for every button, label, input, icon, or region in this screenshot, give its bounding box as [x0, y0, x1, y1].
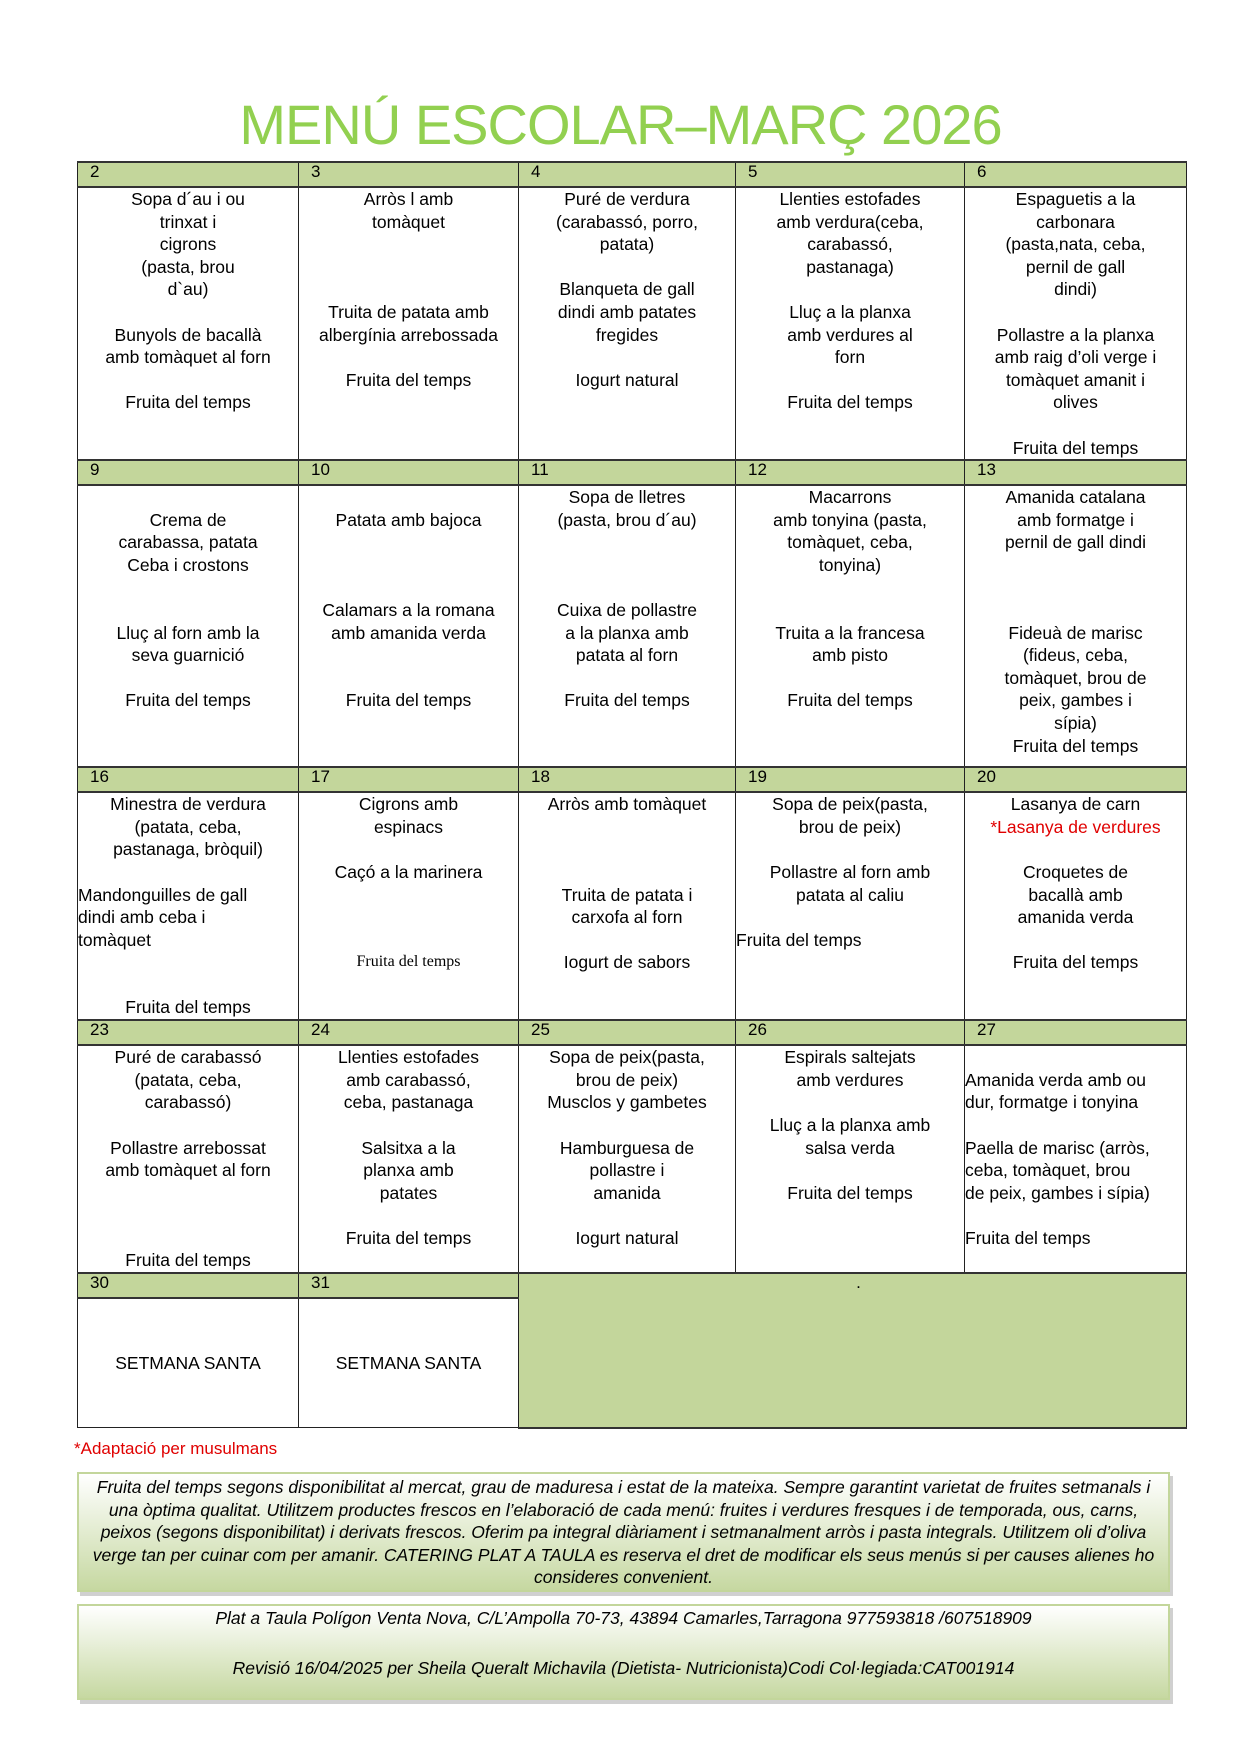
menu-line: sípia): [1054, 713, 1097, 734]
menu-line: Iogurt de sabors: [563, 952, 691, 973]
menu-line: brou de peix): [575, 1069, 679, 1090]
menu-line: Amanida catalana: [1005, 487, 1146, 508]
menu-line: Llenties estofades: [337, 1047, 480, 1068]
info-box: [77, 1472, 1170, 1592]
blank-line: [736, 369, 964, 392]
day-menu-cell: [78, 792, 299, 1020]
menu-line: Espirals saltejats: [784, 1047, 916, 1068]
menu-line: Bunyols de bacallà: [114, 324, 262, 345]
menu-line: Fruita del temps: [1012, 735, 1139, 756]
blank-line: [299, 233, 518, 256]
week-header-row: [78, 767, 1187, 792]
menu-line: tomàquet amanit i: [1005, 369, 1146, 390]
menu-line: Macarrons: [808, 487, 892, 508]
blank-line: [736, 599, 964, 622]
menu-line: dindi amb patates: [557, 301, 697, 322]
blank-line: [299, 1114, 518, 1137]
menu-line: Espaguetis a la: [1015, 189, 1136, 209]
day-menu-cell: [736, 1045, 965, 1273]
week-menu-row: [78, 1045, 1187, 1273]
day-number: 26: [736, 1020, 965, 1045]
page-title: MENÚ ESCOLAR–MARÇ 2026: [239, 93, 1002, 156]
menu-line: amb tomàquet al forn: [105, 1160, 271, 1181]
menu-line: patata al caliu: [796, 884, 904, 905]
menu-line: dindi amb ceba i: [78, 907, 206, 928]
menu-line: Lluç a la planxa: [789, 301, 911, 322]
blank-line: [299, 667, 518, 690]
blank-line: [299, 906, 518, 929]
day-menu-cell: [299, 792, 519, 1020]
menu-line: Sopa de peix(pasta,: [772, 794, 928, 815]
blank-line: [78, 667, 298, 690]
week-header-row: [78, 460, 1187, 485]
menu-line: Croquetes de: [1022, 861, 1129, 882]
blank-line: [78, 301, 298, 324]
day-number: 24: [299, 1020, 519, 1045]
menu-line: Arròs amb tomàquet: [547, 794, 707, 815]
menu-line: Fideuà de marisc: [1008, 622, 1143, 643]
menu-line: Truita a la francesa: [775, 622, 925, 643]
day-menu-cell: [519, 792, 736, 1020]
blank-line: [736, 838, 964, 861]
menu-line: carbonara: [1036, 211, 1115, 232]
menu-line: bacallà amb: [1028, 884, 1123, 905]
menu-line: trinxat i: [159, 211, 217, 232]
menu-line: ceba, tomàquet, brou: [965, 1160, 1131, 1181]
blank-line: [299, 577, 518, 600]
menu-line: carabassó): [144, 1092, 232, 1113]
blank-line: [965, 414, 1186, 437]
day-menu-cell: [299, 1045, 519, 1273]
menu-line: pastanaga): [806, 256, 894, 277]
blank-line: [519, 816, 735, 839]
blank-line: [519, 554, 735, 577]
menu-line: amb amanida verda: [331, 622, 486, 643]
blank-line: [736, 1091, 964, 1114]
menu-line: Fruita del temps: [564, 690, 690, 711]
blank-line: [736, 667, 964, 690]
menu-line: de peix, gambes i sípia): [965, 1182, 1150, 1203]
menu-line: carabassa, patata: [118, 532, 258, 553]
blank-line: [78, 974, 298, 997]
blank-line: [965, 1204, 1186, 1227]
blank-line: [299, 531, 518, 554]
menu-line: olives: [1053, 392, 1098, 413]
menu-line: Fruita del temps: [345, 1227, 472, 1248]
blank-line: [519, 577, 735, 600]
blank-line: [299, 884, 518, 907]
day-number: 31: [299, 1273, 519, 1298]
menu-line: amb tonyina (pasta,: [773, 509, 927, 530]
day-number: 4: [519, 162, 736, 187]
blank-line: [965, 554, 1186, 577]
menu-line: Fruita del temps: [1012, 437, 1139, 458]
menu-line: Fruita del temps: [736, 929, 862, 950]
blank-line: [78, 1114, 298, 1137]
menu-line: Llenties estofades: [779, 189, 921, 209]
blank-line: [519, 256, 735, 279]
menu-line: forn: [834, 347, 866, 368]
blank-line: [78, 369, 298, 392]
day-number: 18: [519, 767, 736, 792]
blank-line: [78, 486, 298, 509]
blank-line: [736, 906, 964, 929]
day-menu-cell: [519, 485, 736, 767]
menu-line: Puré de carabassó: [114, 1047, 262, 1068]
menu-line: carabassó,: [807, 234, 893, 255]
blank-line: [736, 1159, 964, 1182]
menu-line: ceba, pastanaga: [343, 1092, 474, 1113]
day-menu-cell: [736, 187, 965, 460]
footer-address: Plat a Taula Polígon Venta Nova, C/L’Ampolla 70-73, 43894 Camarles,Tarragona 977593818 /607518909: [215, 1608, 1032, 1628]
menu-line: Fruita del temps: [125, 392, 251, 413]
day-number: 19: [736, 767, 965, 792]
menu-line: amb carabassó,: [346, 1069, 471, 1090]
menu-line: dindi): [1054, 279, 1097, 300]
menu-line: Lluç a la planxa amb: [769, 1114, 931, 1135]
blank-line: [299, 346, 518, 369]
week-header-row: [78, 162, 1187, 187]
menu-line: Sopa de lletres: [568, 487, 686, 508]
menu-line: Musclos y gambetes: [547, 1092, 707, 1113]
day-number: 20: [965, 767, 1187, 792]
info-text: Fruita del temps segons disponibilitat al mercat, grau de maduresa i estat de la mateixa. Sempre garantint varietat de fruites setmanals i una òptima qualitat. Utilitzem productes frescos en l’elaboració de cada menú: fruites i verdures fresques i de temporada, ous, carns, peixos (segons disponibilitat) i derivats frescos. Oferim pa integral diàriament i setmanalment arròs i pasta integrals. Utilitzem oli d’oliva verge tan per cuinar com per amanir. CATERING PLAT A TAULA es reserva el dret de modificar els seus menús si per causes alienes ho consideres convenient.: [92, 1477, 1155, 1587]
menu-line: pastanaga, bròquil): [113, 839, 263, 860]
day-number: 17: [299, 767, 519, 792]
menu-line: pollastre i: [589, 1160, 665, 1181]
blank-line: [519, 861, 735, 884]
menu-line: Salsitxa a la: [361, 1137, 456, 1158]
menu-line: patata al forn: [575, 645, 679, 666]
menu-line: amanida: [593, 1182, 661, 1203]
menu-line: Pollastre al forn amb: [769, 861, 931, 882]
menu-line: Lluç al forn amb la: [116, 622, 260, 643]
menu-line: Caçó a la marinera: [334, 861, 483, 882]
menu-line: (pasta, brou d´au): [557, 509, 697, 530]
menu-line: Mandonguilles de gall: [78, 884, 248, 905]
menu-line: amb verdura(ceba,: [776, 211, 924, 232]
menu-line: Fruita del temps: [965, 1227, 1091, 1248]
menu-line: Cigrons amb: [358, 794, 459, 815]
menu-line: peix, gambes i: [1019, 690, 1132, 711]
day-menu-cell: [965, 187, 1187, 460]
blank-line: [78, 951, 298, 974]
day-number: 6: [965, 162, 1187, 187]
menu-line: Fruita del temps: [345, 690, 472, 711]
menu-line: Patata amb bajoca: [335, 509, 482, 530]
empty-filler-block: .: [519, 1273, 1187, 1428]
menu-line: Fruita del temps: [787, 1182, 913, 1203]
day-menu-cell: [965, 485, 1187, 767]
day-menu-cell: [78, 1045, 299, 1273]
menu-line: Cuixa de pollastre: [556, 600, 698, 621]
blank-line: [299, 256, 518, 279]
footer-box: [77, 1604, 1170, 1700]
blank-line: [299, 1204, 518, 1227]
blank-line: [78, 1204, 298, 1227]
week-header-row: [78, 1020, 1187, 1045]
menu-line: Truita de patata amb: [328, 301, 489, 322]
menu-line: (fideus, ceba,: [1022, 645, 1129, 666]
menu-line: cigrons: [159, 234, 217, 255]
menu-line: Pollastre arrebossat: [110, 1137, 266, 1158]
menu-line: planxa amb: [363, 1160, 454, 1181]
blank-line: [78, 1227, 298, 1250]
menu-line: Fruita del temps: [125, 997, 251, 1018]
day-menu-cell: [965, 792, 1187, 1020]
menu-line: Fruita del temps: [125, 690, 251, 711]
day-menu-cell: [519, 187, 736, 460]
day-number: 2: [78, 162, 299, 187]
menu-line: Iogurt natural: [575, 369, 679, 390]
day-number: 12: [736, 460, 965, 485]
blank-line: [965, 1114, 1186, 1137]
menu-line: Fruita del temps: [125, 1250, 251, 1271]
menu-line: (patata, ceba,: [134, 1069, 242, 1090]
day-menu-cell: [299, 187, 519, 460]
week-menu-row: [78, 792, 1187, 1020]
blank-line: [78, 861, 298, 884]
blank-line: [736, 577, 964, 600]
menu-line: Blanqueta de gall: [559, 279, 695, 300]
menu-line: *Lasanya de verdures: [990, 816, 1161, 837]
menu-line: Sopa d´au i ou: [131, 189, 245, 209]
menu-line: (pasta,nata, ceba,: [1005, 234, 1146, 255]
menu-line: Lasanya de carn: [1010, 794, 1141, 815]
adaptation-note: *Adaptació per musulmans: [74, 1439, 278, 1458]
blank-line: [965, 1046, 1186, 1069]
menu-line: Ceba i crostons: [127, 554, 249, 575]
menu-line: amanida verda: [1017, 907, 1134, 928]
blank-line: [78, 577, 298, 600]
blank-line: [519, 667, 735, 690]
day-menu-cell: [78, 187, 299, 460]
blank-line: [965, 599, 1186, 622]
menu-line: tomàquet: [372, 211, 445, 232]
menu-line: Sopa de peix(pasta,: [549, 1047, 705, 1068]
day-number: 9: [78, 460, 299, 485]
day-number: 10: [299, 460, 519, 485]
menu-line: Puré de verdura: [564, 189, 690, 209]
blank-line: [299, 554, 518, 577]
menu-line: carxofa al forn: [571, 907, 683, 928]
blank-line: [965, 929, 1186, 952]
menu-line: Crema de: [149, 509, 227, 530]
blank-line: [965, 577, 1186, 600]
day-menu-cell: [965, 1045, 1187, 1273]
week-menu-row: [78, 485, 1187, 767]
day-menu-cell: [78, 485, 299, 767]
day-menu-cell: [519, 1045, 736, 1273]
menu-line: (carabassó, porro,: [555, 211, 698, 232]
menu-line: brou de peix): [798, 816, 902, 837]
blank-line: [299, 644, 518, 667]
menu-line: tomàquet: [78, 929, 151, 950]
menu-line: amb raig d’oli verge i: [994, 347, 1157, 368]
menu-line: Fruita del temps: [356, 953, 461, 971]
day-menu-cell: [736, 792, 965, 1020]
menu-line: fregides: [595, 324, 659, 345]
menu-line: tonyina): [818, 554, 882, 575]
menu-line: (pasta, brou: [141, 256, 235, 277]
blank-line: [299, 929, 518, 952]
menu-line: amb tomàquet al forn: [105, 347, 271, 368]
menu-line: pernil de gall dindi: [1004, 532, 1147, 553]
blank-line: [78, 599, 298, 622]
menu-line: seva guarnició: [131, 645, 245, 666]
blank-line: [299, 486, 518, 509]
day-number: 23: [78, 1020, 299, 1045]
blank-line: [965, 301, 1186, 324]
menu-line: espinacs: [373, 816, 444, 837]
holiday-cell: SETMANA SANTA: [78, 1298, 299, 1428]
menu-line: albergínia arrebossada: [318, 324, 498, 345]
menu-line: Paella de marisc (arròs,: [965, 1137, 1150, 1158]
menu-line: Arròs l amb: [363, 189, 454, 209]
day-number: 30: [78, 1273, 299, 1298]
menu-line: dur, formatge i tonyina: [965, 1092, 1139, 1113]
menu-line: amb verdures: [796, 1069, 904, 1090]
menu-line: tomàquet, brou de: [1004, 667, 1147, 688]
menu-line: salsa verda: [805, 1137, 895, 1158]
day-menu-cell: [736, 485, 965, 767]
day-number: 25: [519, 1020, 736, 1045]
menu-line: Iogurt natural: [575, 1227, 679, 1248]
blank-line: [519, 838, 735, 861]
blank-line: [519, 531, 735, 554]
day-number: 3: [299, 162, 519, 187]
blank-line: [965, 838, 1186, 861]
day-menu-cell: [299, 485, 519, 767]
menu-line: (patata, ceba,: [134, 816, 242, 837]
day-number: 16: [78, 767, 299, 792]
day-number: 13: [965, 460, 1187, 485]
blank-line: [78, 1182, 298, 1205]
menu-line: Minestra de verdura: [110, 794, 266, 815]
week-menu-row: [78, 187, 1187, 460]
menu-line: tomàquet, ceba,: [787, 532, 913, 553]
menu-line: patates: [379, 1182, 438, 1203]
week-header-row: [78, 1273, 1187, 1298]
blank-line: [519, 1204, 735, 1227]
blank-line: [519, 346, 735, 369]
menu-line: Hamburguesa de: [559, 1137, 695, 1158]
menu-line: Amanida verda amb ou: [965, 1069, 1146, 1090]
menu-line: Calamars a la romana: [322, 600, 495, 621]
menu-line: Truita de patata i: [561, 884, 693, 905]
menu-line: Fruita del temps: [787, 392, 913, 413]
menu-line: amb formatge i: [1017, 509, 1134, 530]
menu-line: d`au): [167, 279, 209, 300]
menu-line: Fruita del temps: [787, 690, 913, 711]
day-number: 11: [519, 460, 736, 485]
blank-line: [519, 1114, 735, 1137]
blank-line: [299, 838, 518, 861]
menu-line: amb verdures al: [787, 324, 913, 345]
footer-revision: Revisió 16/04/2025 per Sheila Queralt Michavila (Dietista- Nutricionista)Codi Col·legiada:CAT001914: [232, 1658, 1015, 1678]
menu-line: Pollastre a la planxa: [996, 324, 1155, 345]
menu-calendar: [77, 161, 1187, 1429]
menu-line: a la planxa amb: [565, 622, 689, 643]
blank-line: [736, 278, 964, 301]
menu-line: patata): [599, 234, 655, 255]
blank-line: [519, 929, 735, 952]
menu-line: Fruita del temps: [345, 369, 472, 390]
menu-line: Fruita del temps: [1012, 952, 1139, 973]
day-number: 5: [736, 162, 965, 187]
blank-line: [299, 278, 518, 301]
day-number: 27: [965, 1020, 1187, 1045]
menu-line: pernil de gall: [1025, 256, 1126, 277]
holiday-cell: SETMANA SANTA: [299, 1298, 519, 1428]
menu-line: amb pisto: [812, 645, 888, 666]
